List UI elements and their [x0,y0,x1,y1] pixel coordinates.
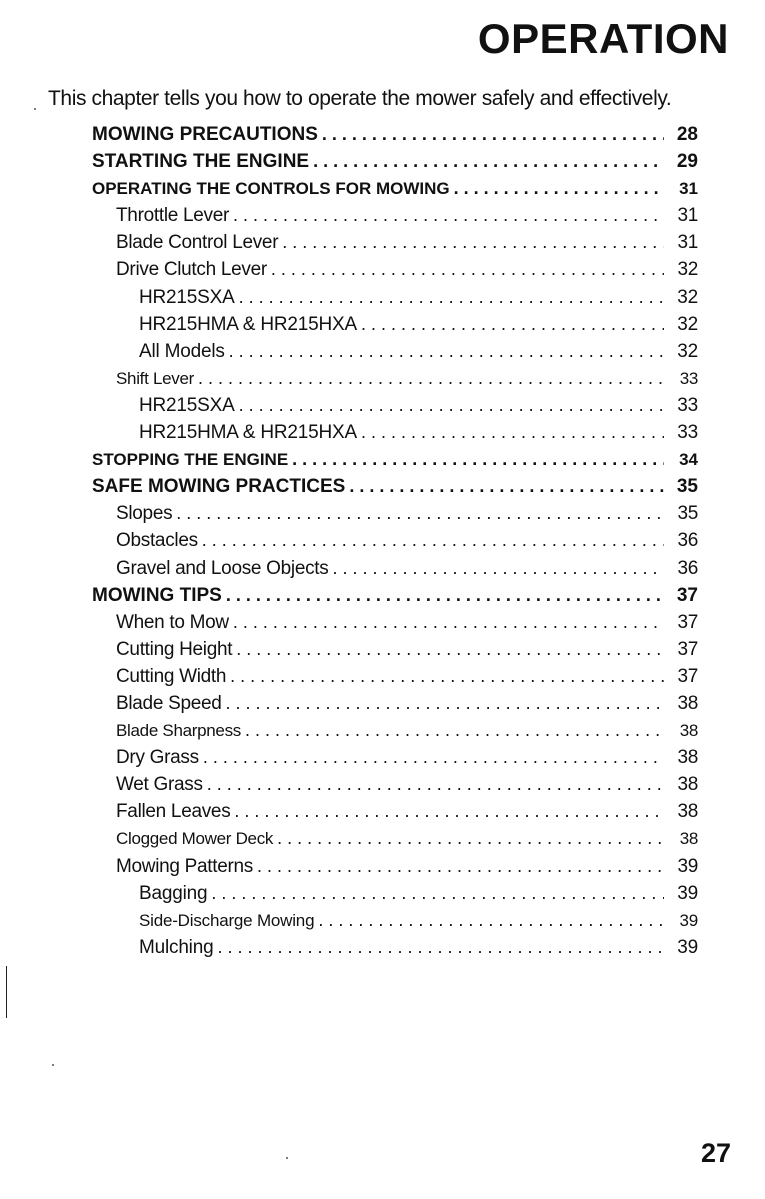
toc-entry-label: Slopes [116,503,173,525]
toc-entry-label: STOPPING THE ENGINE [92,450,289,470]
toc-entry-wet-grass [92,771,698,798]
toc-entry-page: 35 [676,476,698,498]
dot-leader [198,365,664,392]
toc-entry-shift-lever [92,365,698,392]
toc-entry-label: SAFE MOWING PRACTICES [92,476,346,498]
dot-leader [207,771,664,798]
toc-entry-when-to-mow [92,609,698,636]
dot-leader [454,175,664,202]
toc-entry-label: Cutting Width [116,665,227,687]
toc-entry-mowing-precautions [92,121,698,148]
dot-leader [349,473,664,500]
page-title: OPERATION [477,15,729,62]
dot-leader [361,419,664,446]
margin-change-bar [6,966,7,1018]
toc-entry-page: 38 [677,692,698,714]
toc-entry-mowing-tips [92,582,698,609]
toc-entry-label: Drive Clutch Lever [116,259,267,281]
dot-leader [361,311,664,338]
toc-entry-label: Gravel and Loose Objects [116,557,329,579]
page-number: 27 [700,1138,731,1168]
toc-entry-page: 33 [677,422,698,444]
toc-entry-label: Obstacles [116,530,198,552]
dot-leader [292,446,664,473]
toc-entry-fallen-leaves [92,798,698,825]
toc-entry-mulching [92,934,698,961]
toc-entry-side-discharge-mowing [92,907,698,934]
dot-leader [236,636,664,663]
table-of-contents [92,121,698,961]
toc-entry-operating-the-controls [92,175,698,202]
dot-leader [229,338,664,365]
toc-entry-page: 32 [677,259,698,281]
toc-entry-page: 39 [677,936,698,958]
toc-entry-hr215hma-hxa-shift [92,419,698,446]
dot-leader [226,690,664,717]
toc-entry-page: 39 [677,882,698,904]
toc-entry-blade-control-lever [92,229,698,256]
toc-entry-label: When to Mow [116,611,229,633]
toc-entry-gravel-loose-objects [92,555,698,582]
toc-entry-hr215sxa-drive [92,284,698,311]
dot-leader [211,880,664,907]
toc-entry-page: 37 [677,611,698,633]
toc-entry-label: Throttle Lever [116,205,230,227]
toc-entry-page: 29 [676,151,698,173]
toc-entry-stopping-the-engine [92,446,698,473]
toc-entry-label: Blade Control Lever [116,232,279,254]
toc-entry-label: Mulching [139,936,214,958]
toc-entry-page: 33 [679,368,698,388]
toc-entry-page: 37 [676,584,698,606]
toc-entry-page: 32 [677,340,698,362]
dot-leader [332,555,664,582]
toc-entry-page: 34 [679,450,698,470]
dot-leader [239,392,664,419]
dot-leader [202,527,664,554]
toc-entry-page: 37 [677,665,698,687]
toc-entry-page: 31 [679,179,698,199]
dot-leader [277,825,664,852]
toc-entry-hr215hma-hxa-drive [92,311,698,338]
toc-entry-clogged-mower-deck [92,825,698,852]
toc-entry-label: HR215SXA [139,394,235,416]
dot-leader [282,229,664,256]
toc-entry-page: 38 [677,774,698,796]
dot-leader [203,744,664,771]
toc-entry-label: MOWING PRECAUTIONS [92,124,318,145]
toc-entry-label: OPERATING THE CONTROLS FOR MOWING [92,179,450,199]
toc-entry-label: Clogged Mower Deck [116,829,274,849]
toc-entry-page: 35 [677,503,698,525]
toc-entry-label: STARTING THE ENGINE [92,151,310,173]
toc-entry-cutting-height [92,636,698,663]
toc-entry-label: HR215HMA & HR215HXA [139,422,357,444]
toc-entry-label: Cutting Height [116,638,233,660]
dot-leader [230,663,664,690]
toc-entry-page: 37 [677,638,698,660]
toc-entry-page: 39 [679,910,698,930]
toc-entry-page: 32 [677,313,698,335]
dot-leader [176,500,664,527]
toc-entry-page: 38 [677,801,698,823]
toc-entry-drive-clutch-lever [92,256,698,283]
toc-entry-label: MOWING TIPS [92,584,222,606]
toc-entry-obstacles [92,527,698,554]
toc-entry-page: 38 [679,721,698,741]
toc-entry-label: Dry Grass [116,747,199,769]
dot-leader [322,121,664,148]
toc-entry-page: 28 [676,124,698,145]
toc-entry-blade-sharpness [92,717,698,744]
dot-leader [217,934,664,961]
dot-leader [313,148,664,175]
toc-entry-blade-speed [92,690,698,717]
toc-entry-page: 33 [677,394,698,416]
dot-leader [245,717,664,744]
toc-entry-page: 31 [677,232,698,254]
dot-leader [233,609,664,636]
toc-entry-throttle-lever [92,202,698,229]
scan-speck [34,108,36,110]
toc-entry-label: Fallen Leaves [116,801,231,823]
dot-leader [239,284,664,311]
toc-entry-page: 36 [677,530,698,552]
toc-entry-label: All Models [139,340,225,362]
scan-speck [52,1064,54,1066]
dot-leader [226,582,664,609]
toc-entry-label: Mowing Patterns [116,855,254,877]
toc-entry-label: Wet Grass [116,774,203,796]
toc-entry-page: 39 [677,855,698,877]
dot-leader [234,798,664,825]
toc-entry-label: Blade Sharpness [116,721,241,741]
toc-entry-safe-mowing-practices [92,473,698,500]
toc-entry-label: Bagging [139,882,208,904]
dot-leader [233,202,664,229]
dot-leader [318,907,664,934]
dot-leader [257,853,664,880]
toc-entry-page: 38 [677,747,698,769]
toc-entry-dry-grass [92,744,698,771]
chapter-intro: This chapter tells you how to operate the mower safely and effectively. [48,87,672,110]
toc-entry-bagging [92,880,698,907]
toc-entry-label: Shift Lever [116,368,194,388]
toc-entry-label: Blade Speed [116,692,222,714]
dot-leader [271,256,664,283]
toc-entry-hr215sxa-shift [92,392,698,419]
toc-entry-starting-the-engine [92,148,698,175]
toc-entry-page: 32 [677,286,698,308]
toc-entry-slopes [92,500,698,527]
toc-entry-label: Side-Discharge Mowing [139,910,315,930]
toc-entry-page: 31 [677,205,698,227]
toc-entry-page: 38 [679,829,698,849]
toc-entry-label: HR215SXA [139,286,235,308]
toc-entry-cutting-width [92,663,698,690]
toc-entry-mowing-patterns [92,853,698,880]
toc-entry-all-models [92,338,698,365]
toc-entry-label: HR215HMA & HR215HXA [139,313,357,335]
scan-speck [286,1157,288,1159]
toc-entry-page: 36 [677,557,698,579]
